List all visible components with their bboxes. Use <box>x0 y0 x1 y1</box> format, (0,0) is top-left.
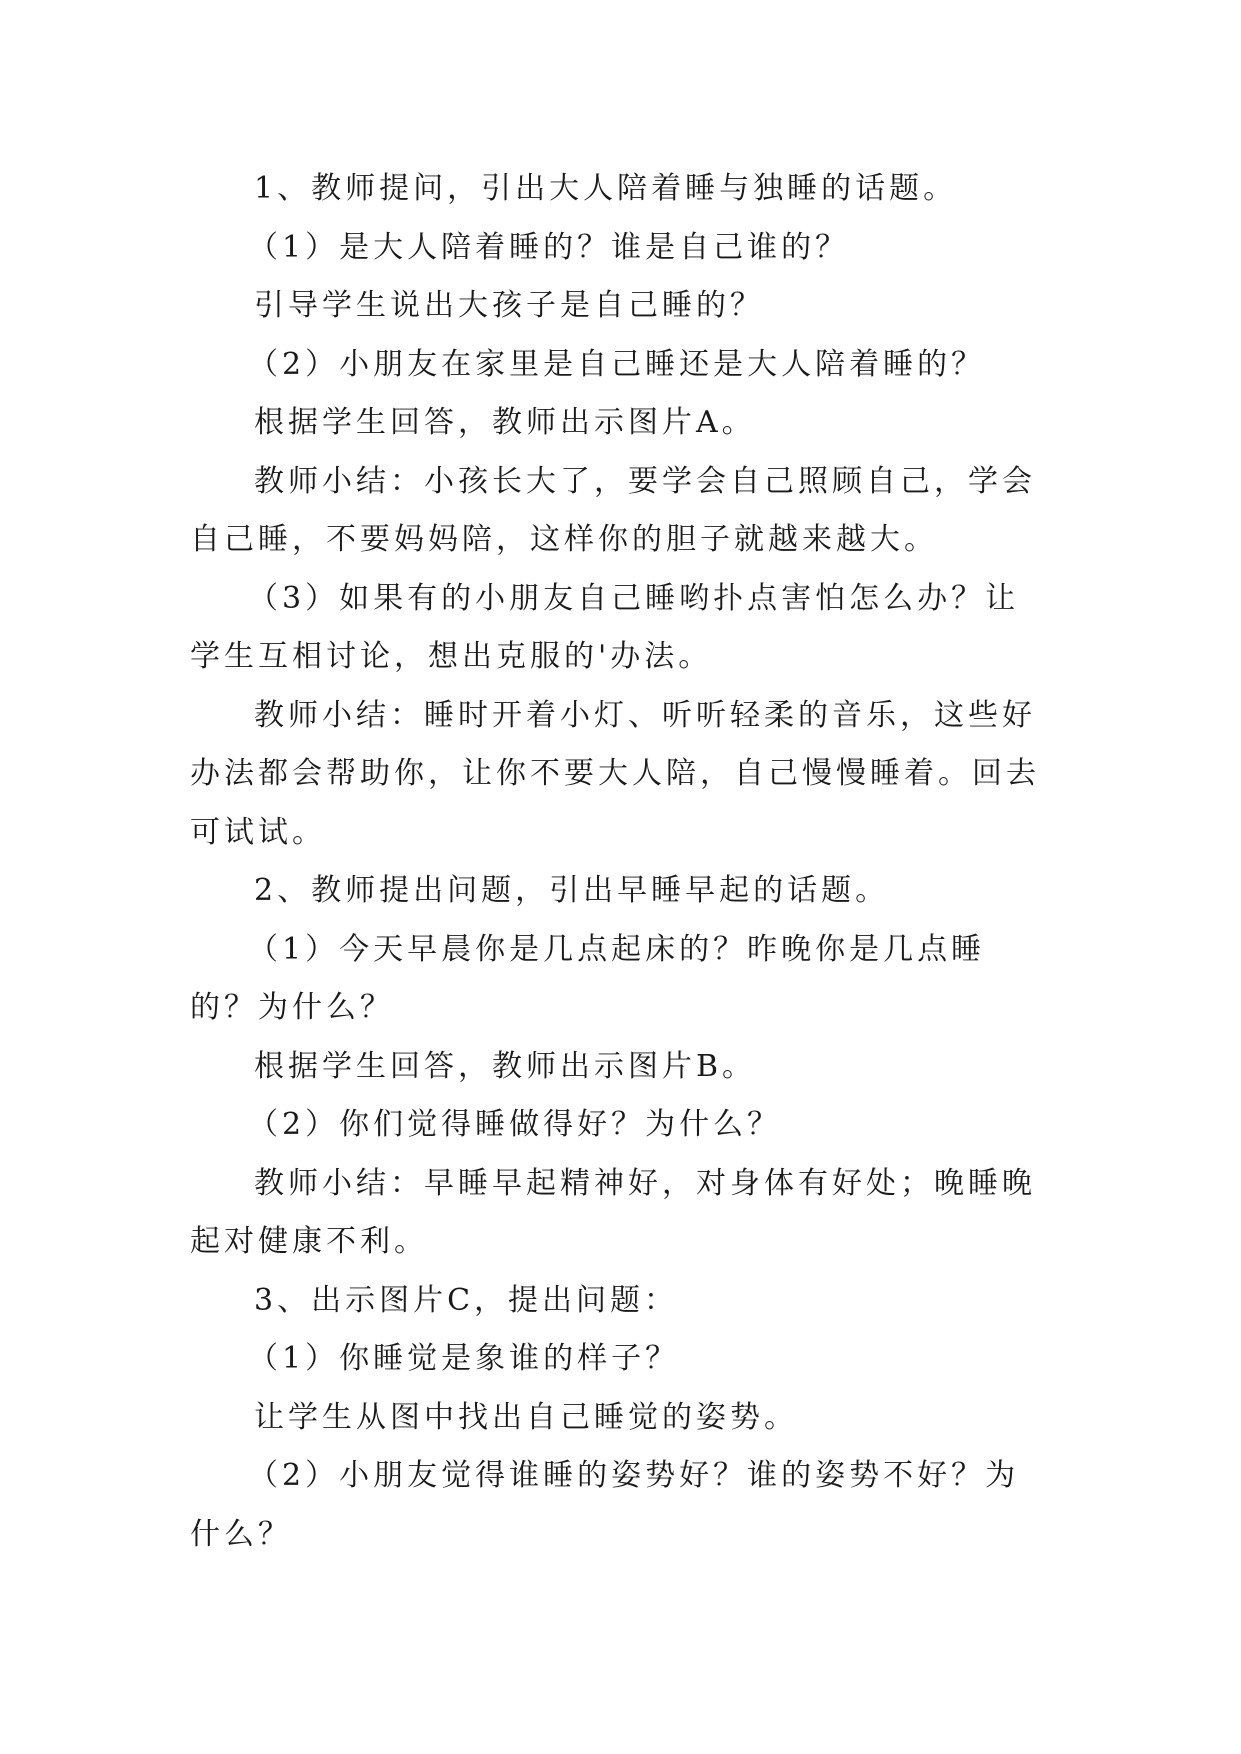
paragraph-show-picture-a: 根据学生回答，教师出示图片A。 <box>254 405 756 440</box>
paragraph-guide-1: 引导学生说出大孩子是自己睡的？ <box>254 288 764 323</box>
paragraph-show-picture-b: 根据学生回答，教师出示图片B。 <box>254 1048 757 1084</box>
paragraph-section-3-heading: 3、出示图片C，提出问题： <box>254 1282 679 1318</box>
document-body <box>190 160 1050 1564</box>
paragraph-question-1-3: （3）如果有的小朋友自己睡哟扑点害怕怎么办？让学生互相讨论，想出克服的'办法。 <box>190 580 1020 674</box>
paragraph-question-2-2: （2）你们觉得睡做得好？为什么？ <box>248 1107 782 1142</box>
paragraph-question-1-2: （2）小朋友在家里是自己睡还是大人陪着睡的？ <box>248 346 986 382</box>
paragraph-summary-2: 教师小结：睡时开着小灯、听听轻柔的音乐，这些好办法都会帮助你，让你不要大人陪，自己慢慢睡着。回去可试试。 <box>190 697 1040 850</box>
paragraph-question-3-2: （2）小朋友觉得谁睡的姿势好？谁的姿势不好？为什么？ <box>190 1458 1020 1552</box>
paragraph-section-1-heading: 1、教师提问，引出大人陪着睡与独睡的话题。 <box>254 171 958 206</box>
paragraph-section-2-heading: 2、教师提出问题，引出早睡早起的话题。 <box>254 873 890 908</box>
paragraph-question-2-1: （1）今天早晨你是几点起床的？昨晚你是几点睡的？为什么？ <box>190 931 986 1025</box>
paragraph-guide-3: 让学生从图中找出自己睡觉的姿势。 <box>254 1399 798 1435</box>
paragraph-summary-1: 教师小结：小孩长大了，要学会自己照顾自己，学会自己睡，不要妈妈陪，这样你的胆子就越来越大。 <box>190 463 1036 557</box>
paragraph-summary-3: 教师小结：早睡早起精神好，对身体有好处；晚睡晚起对健康不利。 <box>190 1165 1036 1259</box>
paragraph-question-3-1: （1）你睡觉是象谁的样子？ <box>248 1341 680 1376</box>
paragraph-question-1-1: （1）是大人陪着睡的？谁是自己谁的？ <box>248 229 850 265</box>
